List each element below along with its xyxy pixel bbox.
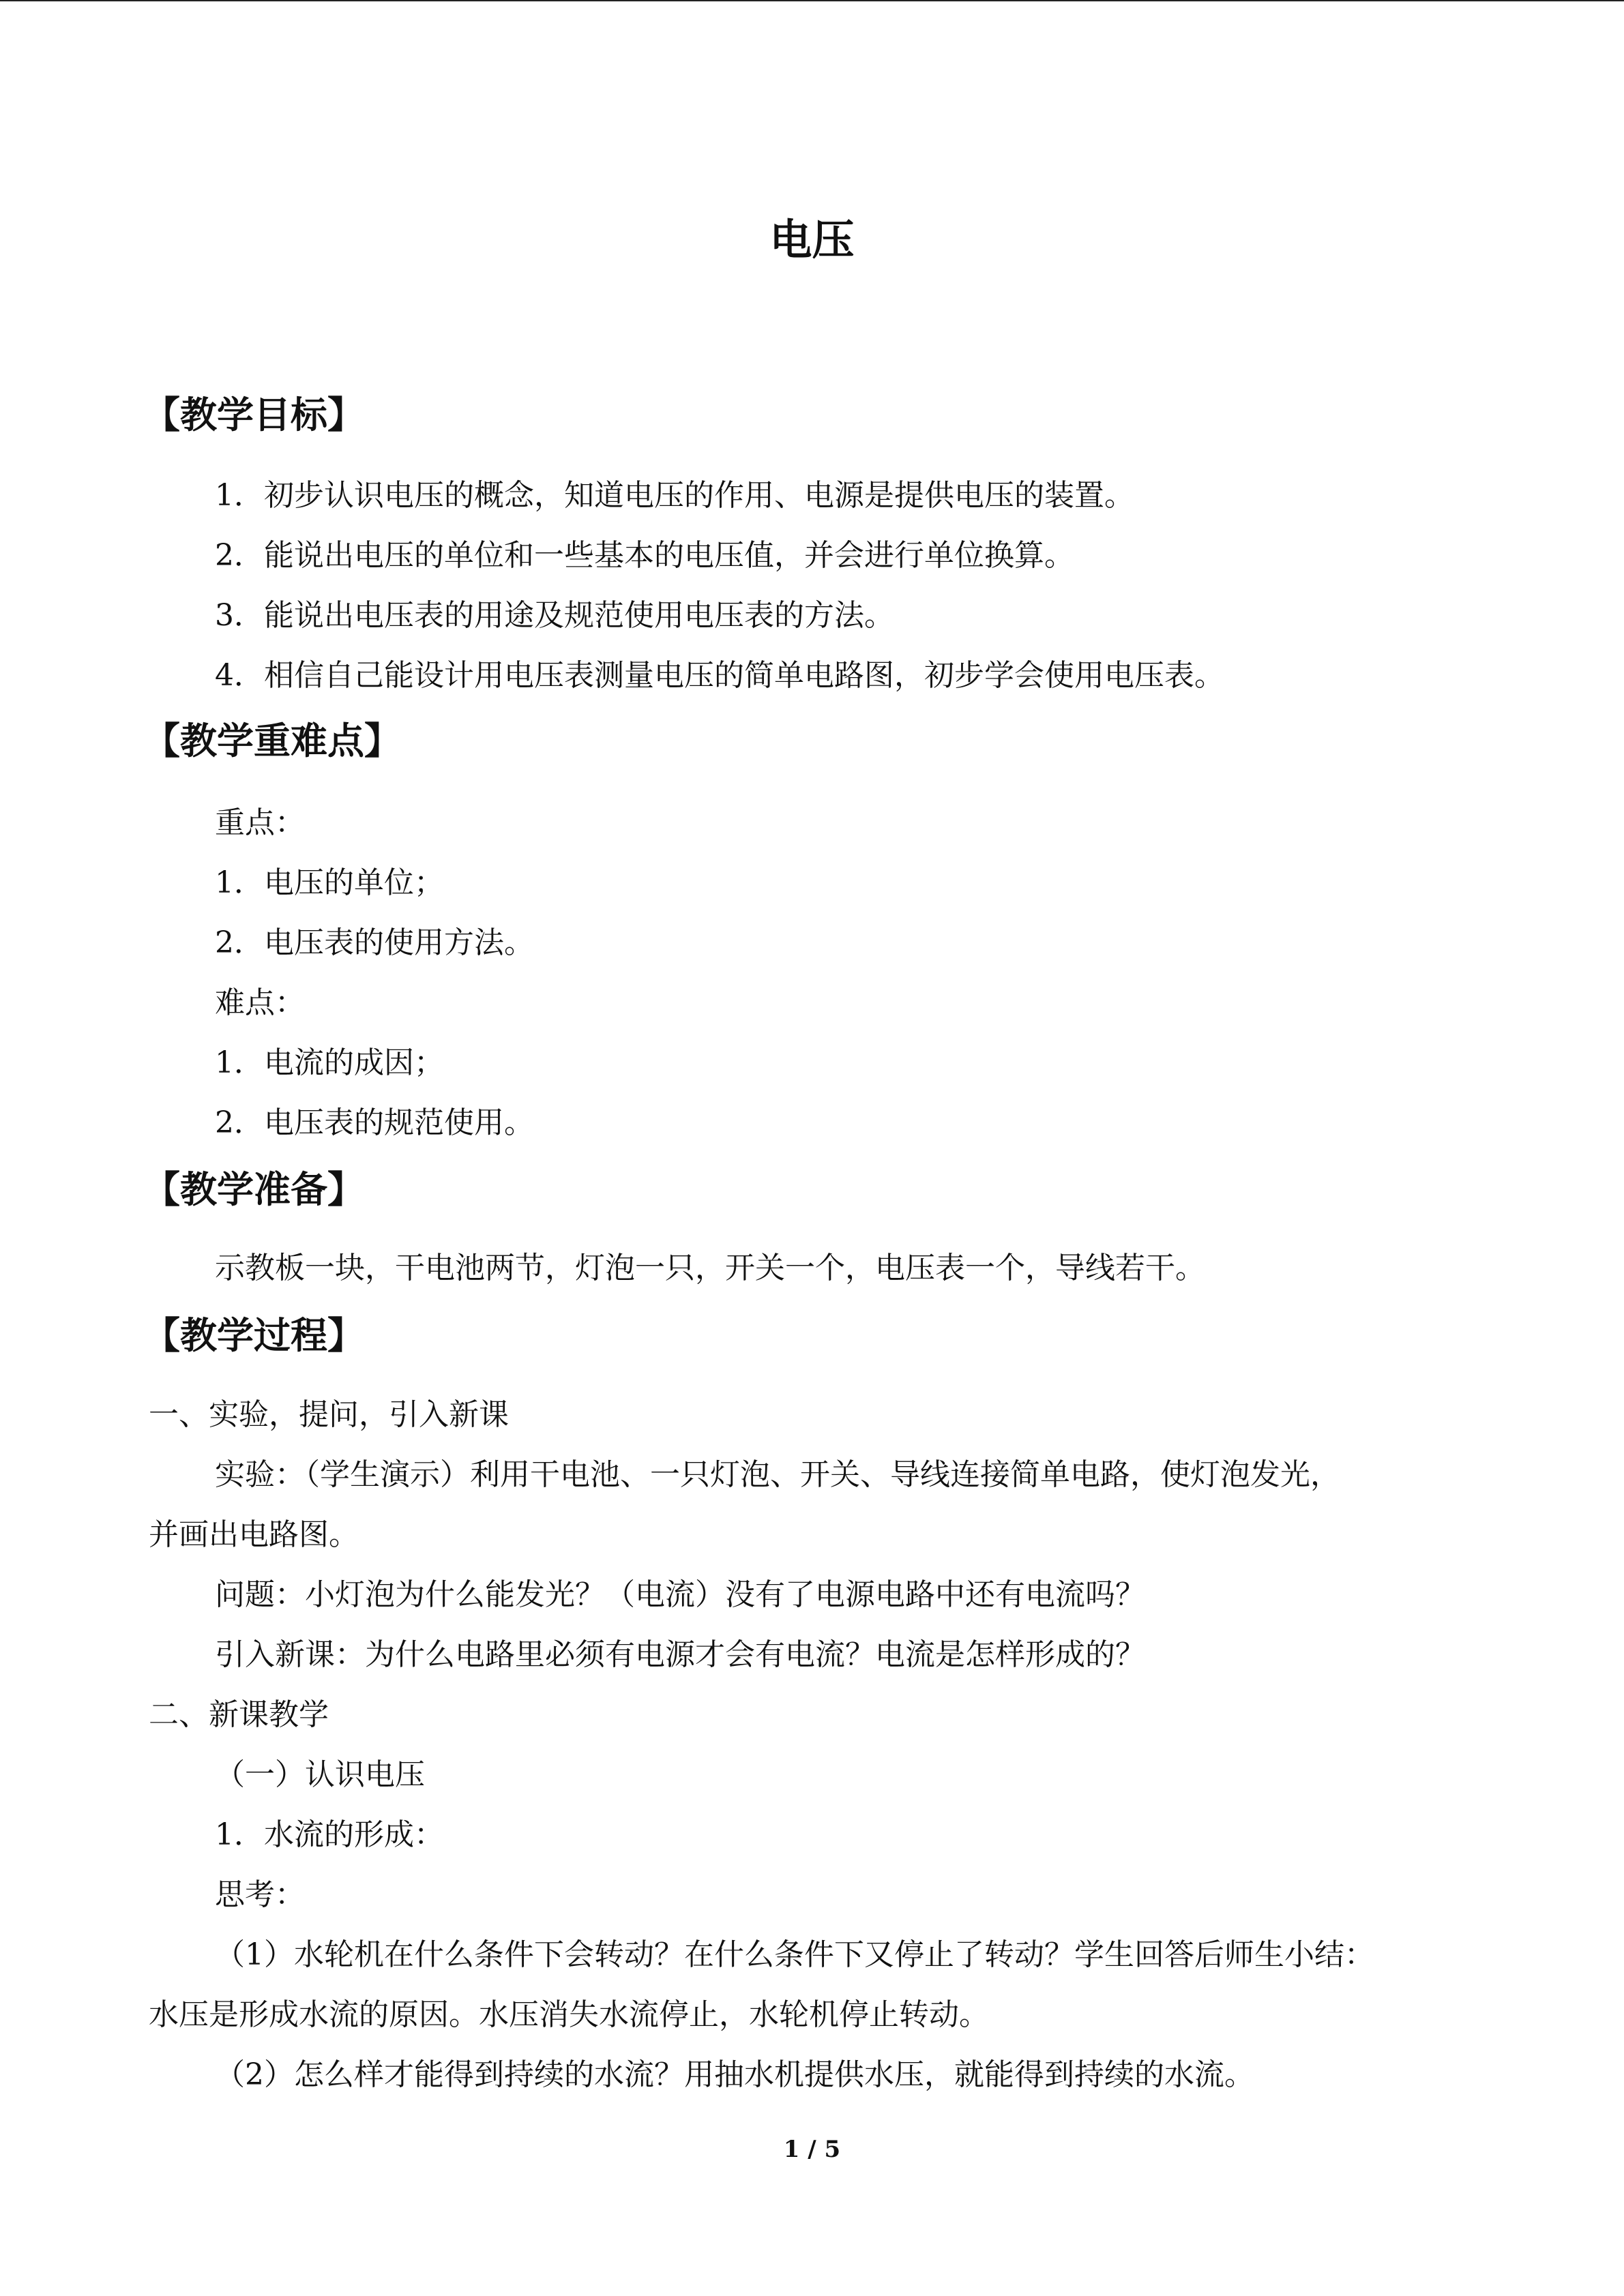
process-subpart-title: （一）认识电压 <box>215 1757 425 1792</box>
section-heading-objectives: 【教学目标】 <box>143 393 364 436</box>
objective-item: 3．能说出电压表的用途及规范使用电压表的方法。 <box>215 598 894 633</box>
section-heading-key-points: 【教学重难点】 <box>143 719 401 762</box>
process-part-title: 二、新课教学 <box>149 1697 329 1732</box>
page-number: 1 / 5 <box>783 2136 841 2163</box>
objective-item: 1．初步认识电压的概念，知道电压的作用、电源是提供电压的装置。 <box>215 478 1134 513</box>
process-paragraph: （1）水轮机在什么条件下会转动？在什么条件下又停止了转动？学生回答后师生小结： <box>215 1937 1374 1972</box>
document-title: 电压 <box>769 215 855 265</box>
objective-item: 2．能说出电压的单位和一些基本的电压值，并会进行单位换算。 <box>215 538 1074 573</box>
section-heading-process: 【教学过程】 <box>143 1314 364 1357</box>
difficult-item: 2．电压表的规范使用。 <box>215 1105 534 1140</box>
key-item: 2．电压表的使用方法。 <box>215 925 534 960</box>
difficult-label: 难点： <box>215 985 305 1020</box>
key-item: 1．电压的单位； <box>215 865 444 900</box>
process-paragraph: 1．水流的形成： <box>215 1817 444 1852</box>
objective-item: 4．相信自己能设计用电压表测量电压的简单电路图，初步学会使用电压表。 <box>215 658 1224 693</box>
process-part-title: 一、实验，提问，引入新课 <box>149 1397 509 1432</box>
process-paragraph: 并画出电路图。 <box>149 1517 359 1552</box>
process-paragraph: （2）怎么样才能得到持续的水流？用抽水机提供水压，就能得到持续的水流。 <box>215 2057 1254 2092</box>
process-paragraph: 引入新课：为什么电路里必须有电源才会有电流？电流是怎样形成的？ <box>215 1637 1145 1672</box>
process-paragraph: 思考： <box>215 1877 305 1912</box>
process-paragraph: 问题：小灯泡为什么能发光？（电流）没有了电源电路中还有电流吗？ <box>215 1577 1145 1612</box>
difficult-item: 1．电流的成因； <box>215 1045 444 1080</box>
key-label: 重点： <box>215 805 305 840</box>
process-paragraph: 水压是形成水流的原因。水压消失水流停止，水轮机停止转动。 <box>149 1997 989 2032</box>
preparation-text: 示教板一块，干电池两节，灯泡一只，开关一个，电压表一个，导线若干。 <box>215 1251 1205 1285</box>
section-heading-preparation: 【教学准备】 <box>143 1168 364 1211</box>
process-paragraph: 实验：（学生演示）利用干电池、一只灯泡、开关、导线连接简单电路，使灯泡发光， <box>215 1457 1340 1492</box>
